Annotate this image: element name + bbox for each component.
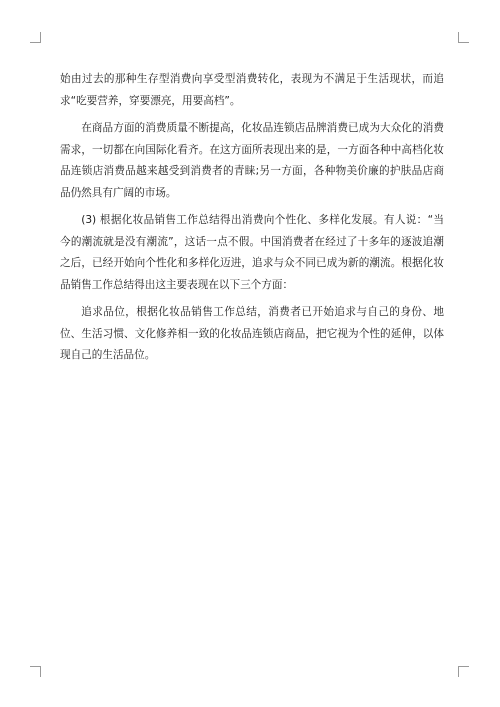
crop-mark-bottom-right <box>458 666 469 677</box>
paragraph-2: 在商品方面的消费质量不断提高，化妆品连锁店品牌消费已成为大众化的消费需求，一切都在向国际化看齐。在这方面所表现出来的是，一方面各种中高档化妆品连锁店消费品越来越受到消费者的青睐;另一方面，各种物美价廉的护肤品店商品仍然具有广阔的市场。 <box>60 122 444 199</box>
crop-mark-top-right <box>458 32 469 43</box>
paragraph-3: (3) 根据化妆品销售工作总结得出消费向个性化、多样化发展。有人说：“当今的潮流就是没有潮流”，这话一点不假。中国消费者在经过了十多年的逐波追潮之后，已经开始向个性化和多样化迈进，追求与众不同已成为新的潮流。根据化妆品销售工作总结得出这主要表现在以下三个方面： <box>60 214 444 291</box>
paragraph-4: 追求品位，根据化妆品销售工作总结，消费者已开始追求与自己的身份、地位、生活习惯、文化修养相一致的化妆品连锁店商品，把它视为个性的延伸，以体现自己的生活品位。 <box>60 306 444 361</box>
crop-mark-top-left <box>30 32 41 43</box>
document-body <box>60 69 444 373</box>
crop-mark-bottom-left <box>30 666 41 677</box>
paragraph-1: 始由过去的那种生存型消费向享受型消费转化，表现为不满足于生活现状，而追求“吃要营养，穿要漂亮，用要高档”。 <box>60 73 444 107</box>
